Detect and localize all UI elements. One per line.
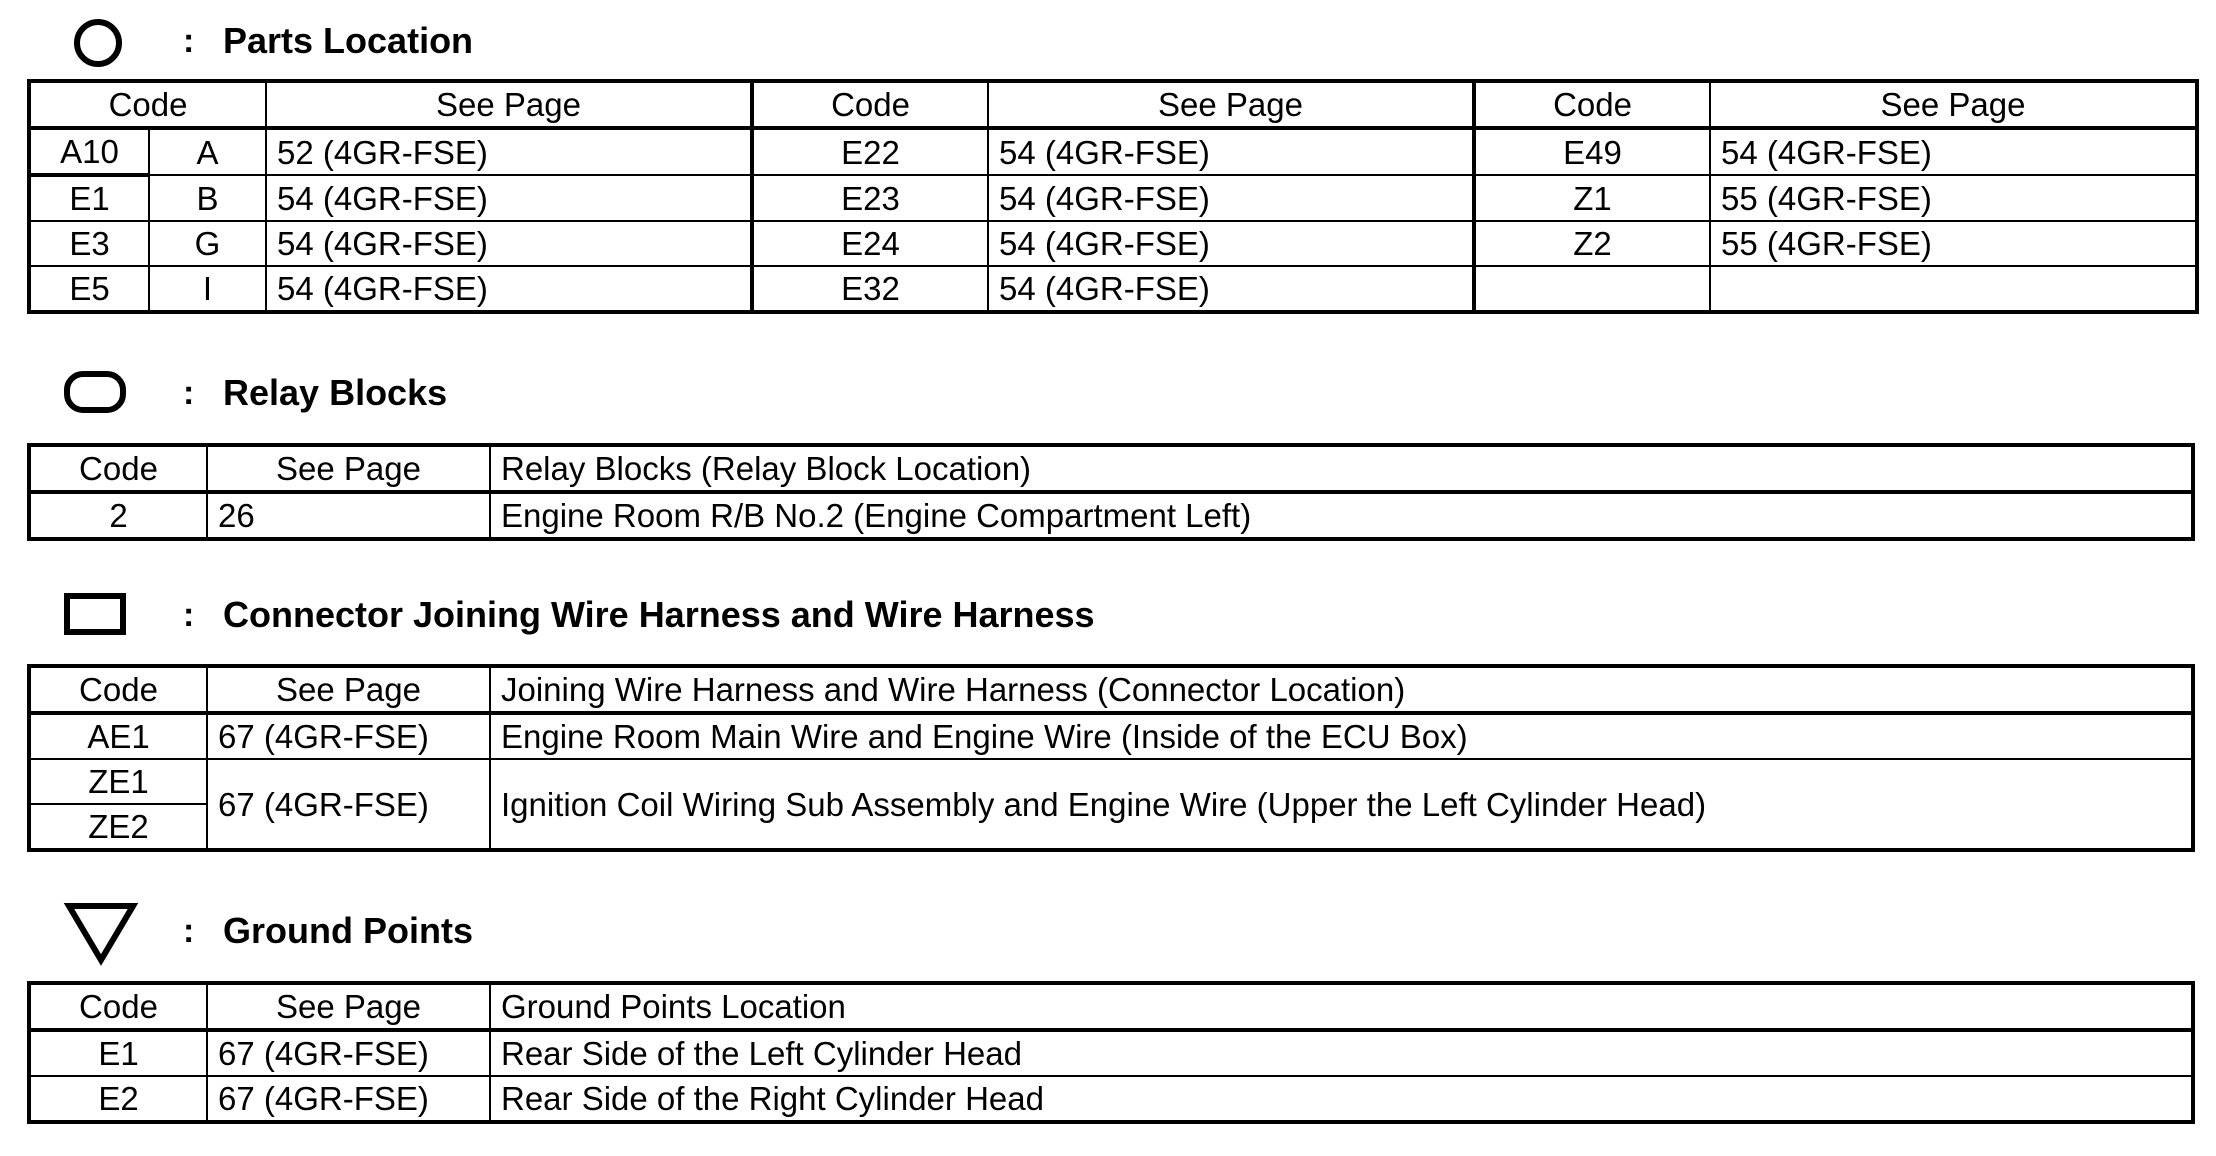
col-header-description: Relay Blocks (Relay Block Location) — [490, 445, 2193, 492]
col-header-code: Code — [752, 81, 988, 128]
see-page-cell: 54 (4GR-FSE) — [988, 266, 1474, 312]
see-page-cell: 54 (4GR-FSE) — [266, 221, 752, 266]
col-header-see-page: See Page — [988, 81, 1474, 128]
col-header-description: Ground Points Location — [490, 983, 2193, 1030]
see-page-cell: 54 (4GR-FSE) — [988, 128, 1474, 175]
code-cell: Z2 — [1474, 221, 1710, 266]
description-cell: Rear Side of the Right Cylinder Head — [490, 1076, 2193, 1122]
description-cell: Rear Side of the Left Cylinder Head — [490, 1030, 2193, 1076]
code-cell: E32 — [752, 266, 988, 312]
see-page-cell: 55 (4GR-FSE) — [1710, 175, 2197, 221]
table-row — [29, 759, 2193, 804]
description-cell: Engine Room Main Wire and Engine Wire (Inside of the ECU Box) — [490, 713, 2193, 759]
col-header-code: Code — [29, 666, 207, 713]
code-letter-cell: B — [149, 175, 266, 221]
code-letter-cell: I — [149, 266, 266, 312]
see-page-cell: 54 (4GR-FSE) — [988, 175, 1474, 221]
code-letter-cell: G — [149, 221, 266, 266]
code-cell: E22 — [752, 128, 988, 175]
code-cell: ZE2 — [29, 804, 207, 850]
code-cell: E23 — [752, 175, 988, 221]
colon: : — [183, 912, 195, 950]
see-page-cell: 54 (4GR-FSE) — [266, 266, 752, 312]
code-cell: ZE1 — [29, 759, 207, 804]
code-cell: E5 — [29, 266, 149, 312]
see-page-cell: 67 (4GR-FSE) — [207, 713, 490, 759]
table-row — [29, 713, 2193, 759]
see-page-cell: 67 (4GR-FSE) — [207, 759, 490, 850]
col-header-see-page: See Page — [266, 81, 752, 128]
rectangle-icon — [63, 590, 129, 640]
see-page-cell: 54 (4GR-FSE) — [266, 175, 752, 221]
col-header-see-page: See Page — [207, 983, 490, 1030]
code-letter-cell: A — [149, 128, 266, 175]
circle-icon — [73, 18, 123, 68]
section-title: Relay Blocks — [223, 372, 448, 413]
code-cell: Z1 — [1474, 175, 1710, 221]
code-cell: AE1 — [29, 713, 207, 759]
col-header-code: Code — [1474, 81, 1710, 128]
col-header-see-page: See Page — [1710, 81, 2197, 128]
relay-blocks-table — [27, 443, 2195, 541]
code-cell: 2 — [29, 492, 207, 539]
col-header-code: Code — [29, 81, 266, 128]
table-row — [29, 1030, 2193, 1076]
parts-location-table — [27, 79, 2199, 314]
code-cell — [1474, 266, 1710, 312]
colon: : — [183, 596, 195, 634]
col-header-see-page: See Page — [207, 445, 490, 492]
table-row — [29, 221, 2197, 266]
triangle-down-icon — [63, 900, 139, 966]
see-page-cell: 55 (4GR-FSE) — [1710, 221, 2197, 266]
connector-table — [27, 664, 2195, 852]
see-page-cell: 26 — [207, 492, 490, 539]
ground-points-table — [27, 981, 2195, 1124]
table-row — [29, 128, 2197, 175]
col-header-see-page: See Page — [207, 666, 490, 713]
col-header-code: Code — [29, 983, 207, 1030]
table-row — [29, 266, 2197, 312]
section-title: Connector Joining Wire Harness and Wire Harness — [223, 594, 1095, 635]
code-cell: E1 — [29, 1030, 207, 1076]
see-page-cell — [1710, 266, 2197, 312]
table-row — [29, 492, 2193, 539]
colon: : — [183, 22, 195, 60]
code-cell: A10 — [29, 128, 149, 175]
code-cell: E2 — [29, 1076, 207, 1122]
section-title: Ground Points — [223, 910, 473, 951]
description-cell: Engine Room R/B No.2 (Engine Compartment Left) — [490, 492, 2193, 539]
see-page-cell: 54 (4GR-FSE) — [988, 221, 1474, 266]
col-header-code: Code — [29, 445, 207, 492]
table-row — [29, 1076, 2193, 1122]
see-page-cell: 52 (4GR-FSE) — [266, 128, 752, 175]
code-cell: E49 — [1474, 128, 1710, 175]
table-row — [29, 175, 2197, 221]
colon: : — [183, 374, 195, 412]
section-title: Parts Location — [223, 20, 474, 61]
rounded-rectangle-icon — [63, 368, 129, 418]
code-cell: E24 — [752, 221, 988, 266]
description-cell: Ignition Coil Wiring Sub Assembly and Engine Wire (Upper the Left Cylinder Head) — [490, 759, 2193, 850]
see-page-cell: 54 (4GR-FSE) — [1710, 128, 2197, 175]
code-cell: E1 — [29, 175, 149, 221]
col-header-description: Joining Wire Harness and Wire Harness (Connector Location) — [490, 666, 2193, 713]
see-page-cell: 67 (4GR-FSE) — [207, 1076, 490, 1122]
see-page-cell: 67 (4GR-FSE) — [207, 1030, 490, 1076]
code-cell: E3 — [29, 221, 149, 266]
